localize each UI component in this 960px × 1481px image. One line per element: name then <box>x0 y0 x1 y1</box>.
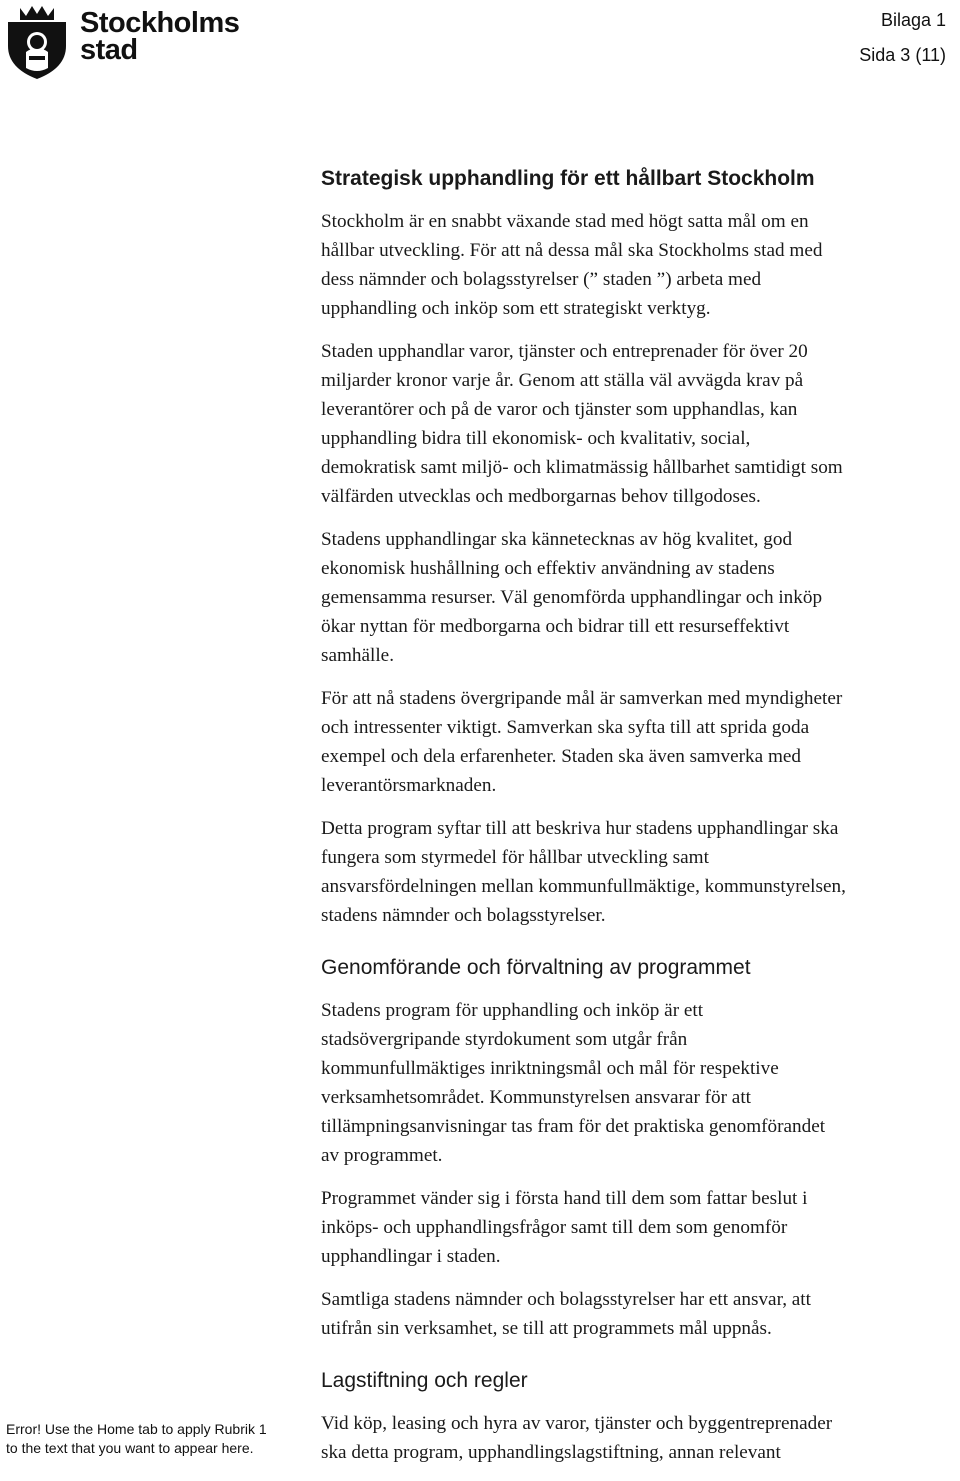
text-line: kommunfullmäktiges inriktningsmål och mål för respektive <box>321 1058 779 1079</box>
section-heading: Lagstiftning och regler <box>321 1369 528 1392</box>
paragraph <box>321 207 951 323</box>
text-line: upphandlingar i staden. <box>321 1246 501 1267</box>
text-line: Stockholm är en snabbt växande stad med högt satta mål om en <box>321 211 809 232</box>
paragraph <box>321 337 951 511</box>
text-line: miljarder kronor varje år. Genom att ställa väl avvägda krav på <box>321 370 804 391</box>
text-line: Stadens upphandlingar ska kännetecknas av hög kvalitet, god <box>321 529 793 550</box>
paragraph <box>321 1184 951 1271</box>
text-line: tillämpningsanvisningar tas fram för det praktiska genomförandet <box>321 1116 826 1137</box>
bilaga-label: Bilaga 1 <box>880 10 946 30</box>
text-line: och intressenter viktigt. Samverkan ska syfta till att sprida goda <box>321 717 810 738</box>
text-line: av programmet. <box>321 1145 443 1166</box>
text-line: Detta program syftar till att beskriva hur stadens upphandlingar ska <box>321 818 839 839</box>
text-line: hållbar utveckling. För att nå dessa mål ska Stockholms stad med <box>321 240 823 261</box>
paragraph <box>321 684 951 800</box>
paragraph <box>321 814 951 930</box>
text-line: gemensamma resurser. Väl genomförda upphandlingar och inköp <box>321 587 823 608</box>
logo-line-2: stad <box>80 34 138 66</box>
text-line: leverantörer och på de varor och tjänster som upphandlas, kan <box>321 399 798 420</box>
text-line: Vid köp, leasing och hyra av varor, tjänster och byggentreprenader <box>321 1413 833 1434</box>
text-line: dess nämnder och bolagsstyrelser (” staden ”) arbeta med <box>321 269 762 290</box>
paragraph <box>321 525 951 670</box>
text-line: Samtliga stadens nämnder och bolagsstyrelser har ett ansvar, att <box>321 1289 811 1310</box>
city-crest-icon <box>4 4 70 80</box>
text-line: upphandling bidra till ekonomisk- och kvalitativ, social, <box>321 428 751 449</box>
text-line: leverantörsmarknaden. <box>321 775 497 796</box>
logo-line-1: Stockholms <box>80 7 240 39</box>
footer-line: to the text that you want to appear here. <box>6 1440 254 1456</box>
text-line: utifrån sin verksamhet, se till att programmets mål uppnås. <box>321 1318 772 1339</box>
text-line: ökar nyttan för medborgarna och bidrar till ett resurseffektivt <box>321 616 790 637</box>
text-line: stadens nämnder och bolagsstyrelser. <box>321 905 606 926</box>
footer-error-note <box>6 1420 267 1458</box>
text-line: ekonomisk hushållning och effektiv användning av stadens <box>321 558 775 579</box>
text-line: inköps- och upphandlingsfrågor samt till dem som genomför <box>321 1217 788 1238</box>
text-line: För att nå stadens övergripande mål är samverkan med myndigheter <box>321 688 843 709</box>
text-line: samhälle. <box>321 645 394 666</box>
text-line: exempel och dela erfarenheter. Staden ska även samverka med <box>321 746 801 767</box>
text-line: välfärden utvecklas och medborgarnas behov tillgodoses. <box>321 486 761 507</box>
footer-line: Error! Use the Home tab to apply Rubrik 1 <box>6 1421 267 1437</box>
stockholms-stad-logo <box>4 4 244 80</box>
paragraph <box>321 1285 951 1343</box>
paragraph <box>321 996 951 1170</box>
paragraph <box>321 1409 951 1467</box>
section-heading: Strategisk upphandling för ett hållbart Stockholm <box>321 167 815 190</box>
text-line: stadsövergripande styrdokument som utgår från <box>321 1029 688 1050</box>
text-line: fungera som styrmedel för hållbar utveckling samt <box>321 847 709 868</box>
text-line: ansvarsfördelningen mellan kommunfullmäktige, kommunstyrelsen, <box>321 876 846 897</box>
text-line: Stadens program för upphandling och inköp är ett <box>321 1000 704 1021</box>
page-meta <box>859 8 946 67</box>
text-line: demokratisk samt miljö- och klimatmässig hållbarhet samtidigt som <box>321 457 843 478</box>
text-line: upphandling och inköp som ett strategiskt verktyg. <box>321 298 711 319</box>
text-line: Programmet vänder sig i första hand till dem som fattar beslut i <box>321 1188 808 1209</box>
section-heading: Genomförande och förvaltning av programmet <box>321 956 751 979</box>
page-number: Sida 3 (11) <box>859 45 946 65</box>
text-line: verksamhetsområdet. Kommunstyrelsen ansvarar för att <box>321 1087 751 1108</box>
logo-wordmark <box>80 7 240 66</box>
document-body <box>321 165 951 1481</box>
text-line: ska detta program, upphandlingslagstiftning, annan relevant <box>321 1442 781 1463</box>
text-line: Staden upphandlar varor, tjänster och entreprenader för över 20 <box>321 341 808 362</box>
